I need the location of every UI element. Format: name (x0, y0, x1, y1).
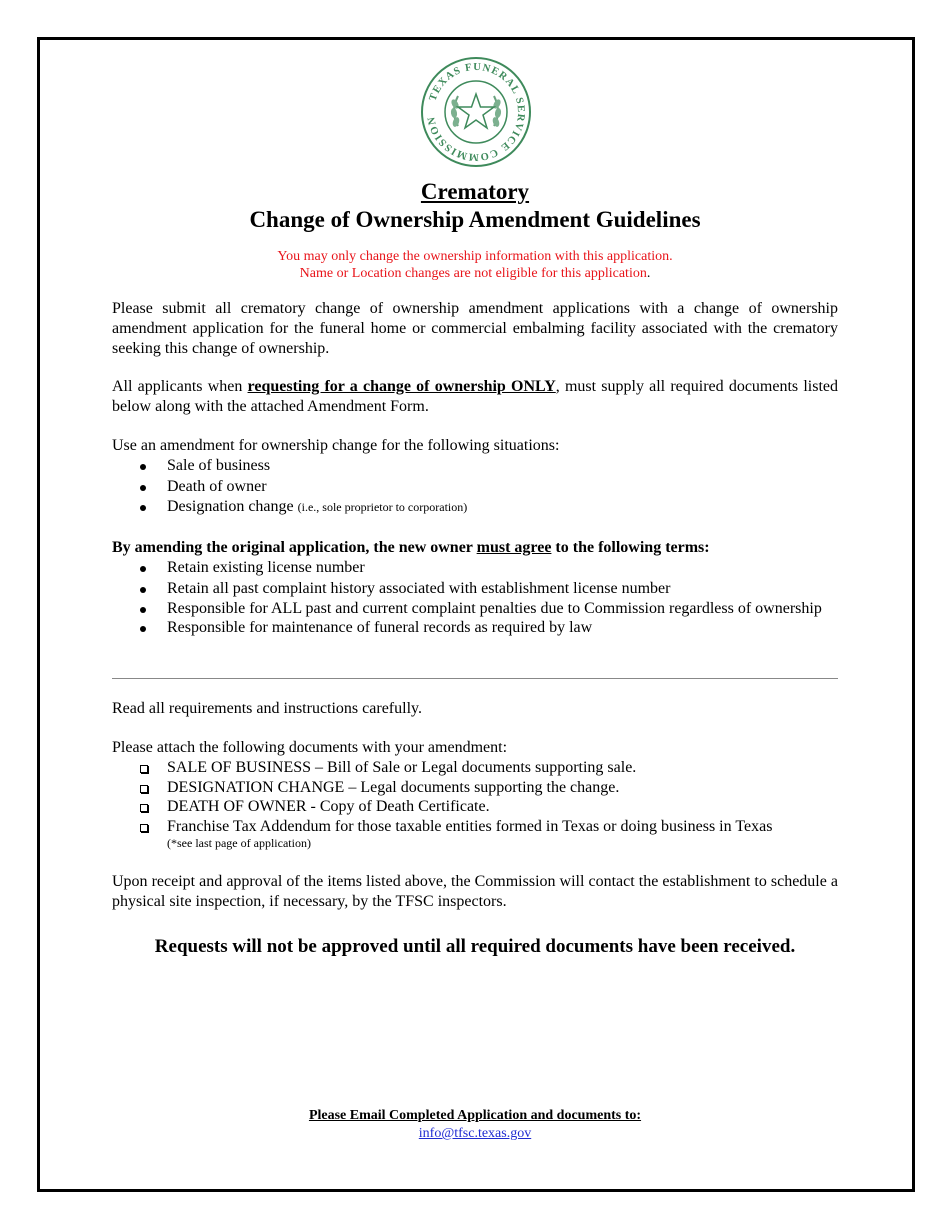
notice-line-2 (0, 265, 950, 282)
checkbox-icon (140, 824, 148, 832)
requirement-paragraph (112, 377, 838, 417)
requirement-post: , must supply all required documents listed below along with the attached Amendment Form. (112, 378, 838, 415)
bullet-icon (140, 485, 146, 491)
situations-list (140, 456, 838, 518)
list-item: DESIGNATION CHANGE – Legal documents supporting the change. (140, 778, 838, 798)
bullet-icon (140, 505, 146, 511)
list-item: Retain all past complaint history associated with establishment license number (140, 579, 838, 600)
document-subtitle: Change of Ownership Amendment Guidelines (249, 207, 701, 232)
document-title: Crematory (420, 179, 530, 204)
checkbox-icon (140, 785, 148, 793)
bullet-icon (140, 587, 146, 593)
notice-line-2-period: . (646, 266, 651, 281)
documents-checklist (140, 758, 838, 851)
bullet-icon (140, 464, 146, 470)
terms-list (140, 558, 838, 639)
notice-line-1: You may only change the ownership information with this application. (277, 249, 673, 264)
email-link[interactable]: info@tfsc.texas.gov (418, 1126, 532, 1141)
section-divider (112, 678, 838, 679)
situations-heading: Use an amendment for ownership change for the following situations: (112, 437, 560, 454)
notice-line-2-text: Name or Location changes are not eligible for this application (299, 266, 647, 281)
list-item: DEATH OF OWNER - Copy of Death Certificate. (140, 797, 838, 817)
list-item: Designation change (i.e., sole proprietor to corporation) (140, 497, 838, 518)
bullet-icon (140, 607, 146, 613)
list-item: Responsible for ALL past and current complaint penalties due to Commission regardless of ownership (140, 599, 838, 618)
list-item: Responsible for maintenance of funeral records as required by law (140, 618, 838, 639)
intro-paragraph: Please submit all crematory change of ownership amendment applications with a change of ownership amendment application for the funeral home or commercial embalming facility associated with the crematory seeking this change of ownership. (112, 300, 838, 357)
checkbox-icon (140, 765, 148, 773)
final-notice: Requests will not be approved until all required documents have been received. (154, 936, 796, 957)
read-instructions: Read all requirements and instructions carefully. (112, 700, 422, 717)
list-item: Death of owner (140, 477, 838, 498)
list-item: Sale of business (140, 456, 838, 477)
checkbox-icon (140, 804, 148, 812)
ownership-only-notice (0, 248, 950, 282)
requirement-pre: All applicants when (112, 378, 248, 395)
bullet-icon (140, 626, 146, 632)
seal-text: TEXAS FUNERAL SERVICE COMMISSION (426, 61, 527, 163)
receipt-paragraph: Upon receipt and approval of the items listed above, the Commission will contact the establishment to schedule a physical site inspection, if necessary, by the TFSC inspectors. (112, 873, 838, 910)
requirement-emphasis: requesting for a change of ownership ONLY (247, 378, 556, 395)
list-item: SALE OF BUSINESS – Bill of Sale or Legal documents supporting sale. (140, 758, 838, 778)
attach-heading: Please attach the following documents with your amendment: (112, 739, 508, 756)
bullet-icon (140, 566, 146, 572)
list-item: Franchise Tax Addendum for those taxable entities formed in Texas or doing business in Texas (*see last page of application) (140, 817, 838, 852)
email-instructions: Please Email Completed Application and documents to: (308, 1108, 642, 1123)
list-item: Retain existing license number (140, 558, 838, 579)
terms-heading: By amending the original application, the new owner must agree to the following terms: (112, 539, 710, 556)
texas-funeral-service-commission-seal (420, 56, 532, 168)
